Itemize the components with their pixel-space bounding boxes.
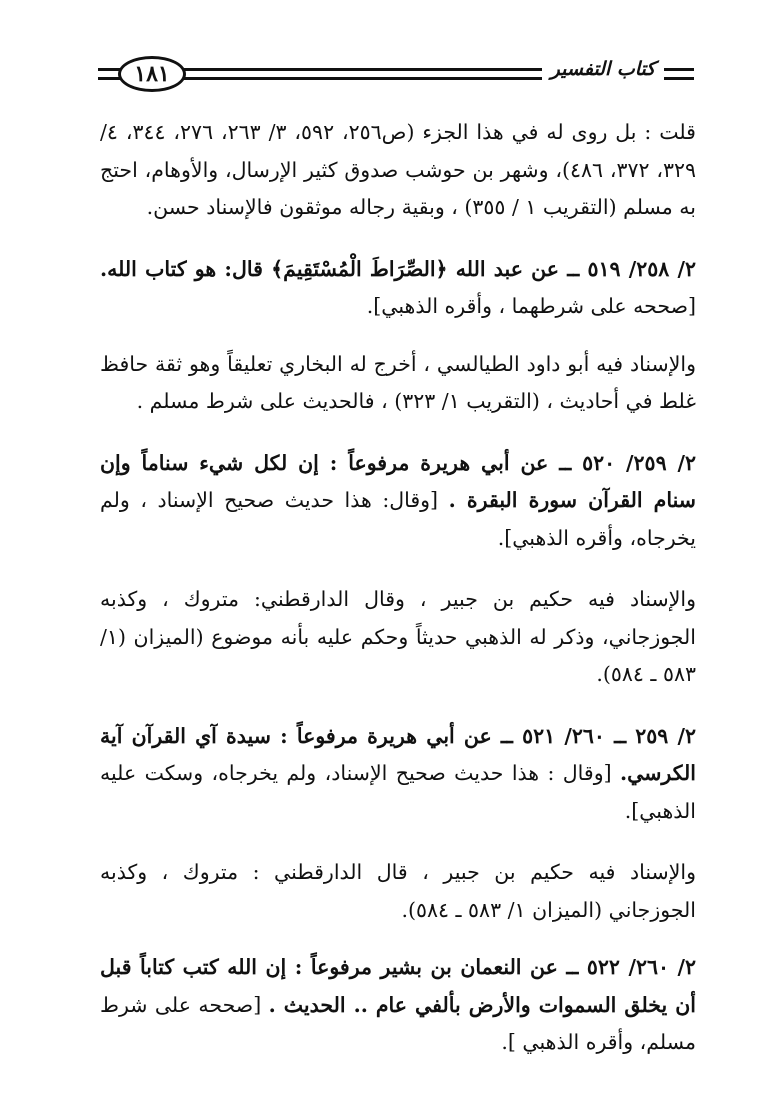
comment-paragraph <box>100 346 696 421</box>
hadith-entry <box>100 718 696 831</box>
header-rule-center-bottom <box>182 77 542 80</box>
hadith-entry <box>100 251 696 326</box>
page-header <box>0 0 766 100</box>
comment-text: والإسناد فيه أبو داود الطيالسي ، أخرج له البخاري تعليقاً وهو ثقة حافظ غلط في أحاديث ، (التقريب ١/ ٣٢٣) ، فالحديث على شرط مسلم . <box>100 351 696 413</box>
hadith-grading-note: [وقال : هذا حديث صحيح الإسناد، ولم يخرجاه، وسكت عليه الذهبي]. <box>100 761 696 823</box>
hadith-grading-note: [صححه على شرطهما ، وأقره الذهبي]. <box>366 294 696 318</box>
hadith-grading-note: [وقال: هذا حديث صحيح الإسناد ، ولم يخرجاه، وأقره الذهبي]. <box>100 488 696 550</box>
comment-paragraph <box>100 114 696 227</box>
hadith-heading: ٢/ ٢٥٩/ ٥٢٠ ــ عن أبي هريرة مرفوعاً : إن لكل شيء سناماً وإن سنام القرآن سورة البقرة . <box>100 450 696 512</box>
page-number: ١٨١ <box>118 56 186 92</box>
header-rule-right-top <box>664 68 694 71</box>
hadith-heading: ٢/ ٢٥٩ ــ ٢٦٠/ ٥٢١ ــ عن أبي هريرة مرفوعاً : سيدة آي القرآن آية الكرسي. <box>100 723 696 785</box>
book-title: كتاب التفسير <box>550 58 656 80</box>
page-body <box>100 114 696 1086</box>
hadith-entry <box>100 445 696 558</box>
hadith-heading: ٢/ ٢٥٨/ ٥١٩ ــ عن عبد الله ﴿الصِّرَاطَ الْمُسْتَقِيمَ﴾ قال: هو كتاب الله. <box>100 256 697 281</box>
hadith-heading: ٢/ ٢٦٠/ ٥٢٢ ــ عن النعمان بن بشير مرفوعاً : إن الله كتب كتاباً قبل أن يخلق السموات والأرض بألفي عام .. الحديث . <box>100 955 696 1017</box>
comment-paragraph <box>100 581 696 694</box>
header-rule-right-bottom <box>664 77 694 80</box>
comment-paragraph <box>100 854 696 929</box>
header-rule-center-top <box>182 68 542 71</box>
hadith-grading-note: [صححه على شرط مسلم، وأقره الذهبي ]. <box>100 992 696 1054</box>
comment-text: والإسناد فيه حكيم بن جبير ، وقال الدارقطني: متروك ، وكذبه الجوزجاني، وذكر له الذهبي حديثاً وحكم عليه بأنه موضوع (الميزان (١/ ٥٨٣ ـ ٥٨٤). <box>100 587 696 686</box>
comment-text: والإسناد فيه حكيم بن جبير ، قال الدارقطني : متروك ، وكذبه الجوزجاني (الميزان ١/ ٥٨٣ ـ ٥٨٤). <box>100 860 696 922</box>
comment-text: قلت : بل روى له في هذا الجزء (ص٢٥٦، ٥٩٢، ٣/ ٢٦٣، ٢٧٦، ٣٤٤، ٤/ ٣٢٩، ٣٧٢، ٤٨٦)، وشهر بن حوشب صدوق كثير الإرسال، والأوهام، احتج به مسلم (التقريب ١ / ٣٥٥) ، وبقية رجاله موثقون فالإسناد حسن. <box>100 120 696 219</box>
hadith-entry <box>100 949 696 1062</box>
